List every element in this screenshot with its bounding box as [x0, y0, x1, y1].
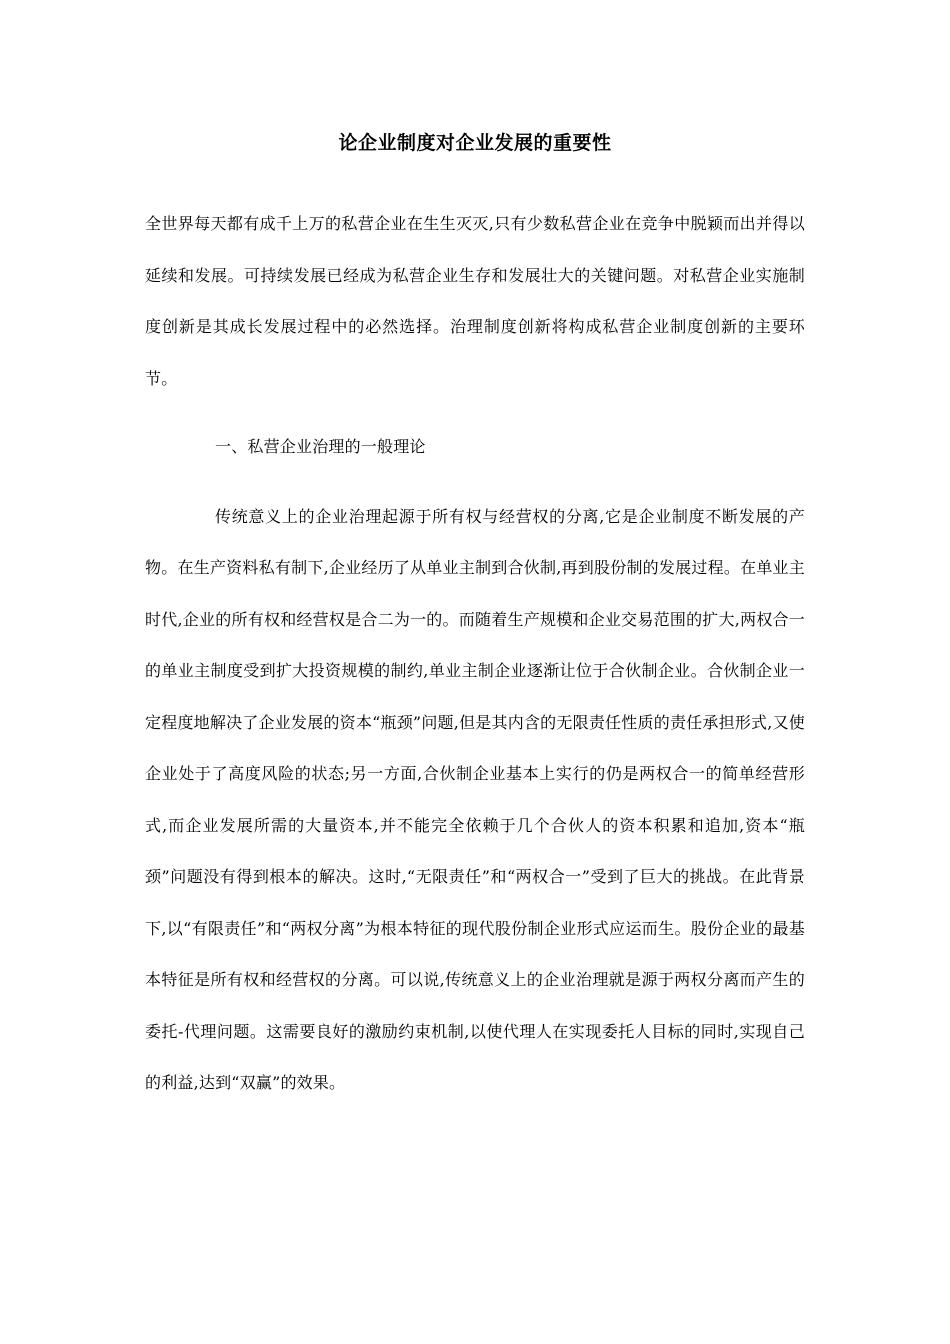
document-page — [145, 128, 805, 1109]
intro-paragraph: 全世界每天都有成千上万的私营企业在生生灭灭,只有少数私营企业在竞争中脱颖而出并得以延续和发展。可持续发展已经成为私营企业生存和发展壮大的关键问题。对私营企业实施制度创新是其成长发展过程中的必然选择。治理制度创新将构成私营企业制度创新的主要环节。 — [145, 214, 805, 388]
section-heading: 一、私营企业治理的一般理论 — [215, 437, 426, 456]
document-title: 论企业制度对企业发展的重要性 — [338, 132, 612, 154]
section-body-paragraph: 传统意义上的企业治理起源于所有权与经营权的分离,它是企业制度不断发展的产物。在生产资料私有制下,企业经历了从单业主制到合伙制,再到股份制的发展过程。在单业主时代,企业的所有权和经营权是合二为一的。而随着生产规模和企业交易范围的扩大,两权合一的单业主制度受到扩大投资规模的制约,单业主制企业逐渐让位于合伙制企业。合伙制企业一定程度地解决了企业发展的资本“瓶颈”问题,但是其内含的无限责任性质的责任承担形式,又使企业处于了高度风险的状态;另一方面,合伙制企业基本上实行的仍是两权合一的简单经营形式,而企业发展所需的大量资本,并不能完全依赖于几个合伙人的资本积累和追加,资本“瓶颈”问题没有得到根本的解决。这时,“无限责任”和“两权合一”受到了巨大的挑战。在此背景下,以“有限责任”和“两权分离”为根本特征的现代股份制企业形式应运而生。股份企业的最基本特征是所有权和经营权的分离。可以说,传统意义上的企业治理就是源于两权分离而产生的委托-代理问题。这需要良好的激励约束机制,以使代理人在实现委托人目标的同时,实现自己的利益,达到“双赢”的效果。 — [145, 506, 805, 1092]
